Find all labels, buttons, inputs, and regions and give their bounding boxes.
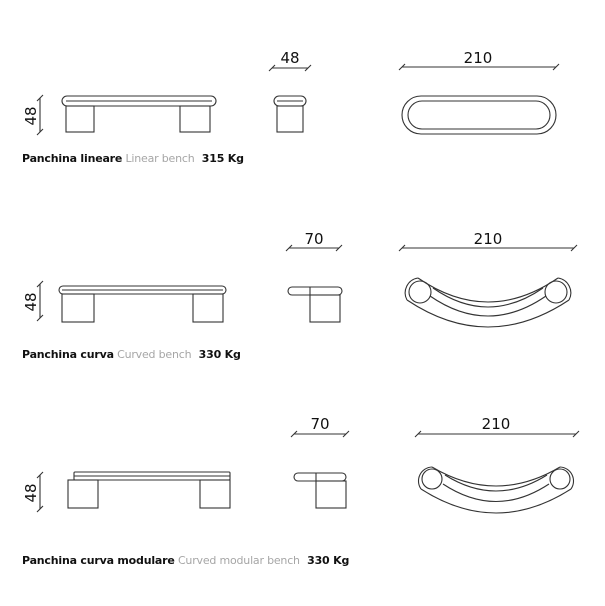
bench-caption: [22, 554, 349, 567]
bench-caption: [22, 348, 241, 361]
length-label: 210: [473, 230, 503, 248]
italian-name: Panchina curva modulare: [22, 554, 175, 567]
weight: 315 Kg: [201, 152, 244, 165]
depth-label: 48: [280, 49, 300, 67]
height-label: 48: [22, 106, 40, 126]
english-name: Linear bench: [125, 152, 195, 165]
italian-name: Panchina curva: [22, 348, 114, 361]
length-label: 210: [481, 415, 511, 433]
side-elevation: [291, 415, 349, 508]
english-name: Curved bench: [117, 348, 192, 361]
height-dimension: [22, 281, 43, 321]
italian-name: Panchina lineare: [22, 152, 123, 165]
front-elevation: [68, 472, 230, 508]
english-name: Curved modular bench: [177, 554, 300, 567]
depth-label: 70: [310, 415, 330, 433]
side-elevation: [286, 230, 342, 322]
top-view: [415, 415, 579, 513]
weight: 330 Kg: [307, 554, 350, 567]
depth-label: 70: [304, 230, 324, 248]
height-dimension: [22, 472, 43, 512]
height-label: 48: [22, 483, 40, 503]
top-view: [399, 230, 577, 327]
height-label: 48: [22, 292, 40, 312]
weight: 330 Kg: [198, 348, 241, 361]
front-elevation: [59, 286, 226, 322]
length-label: 210: [463, 49, 493, 67]
